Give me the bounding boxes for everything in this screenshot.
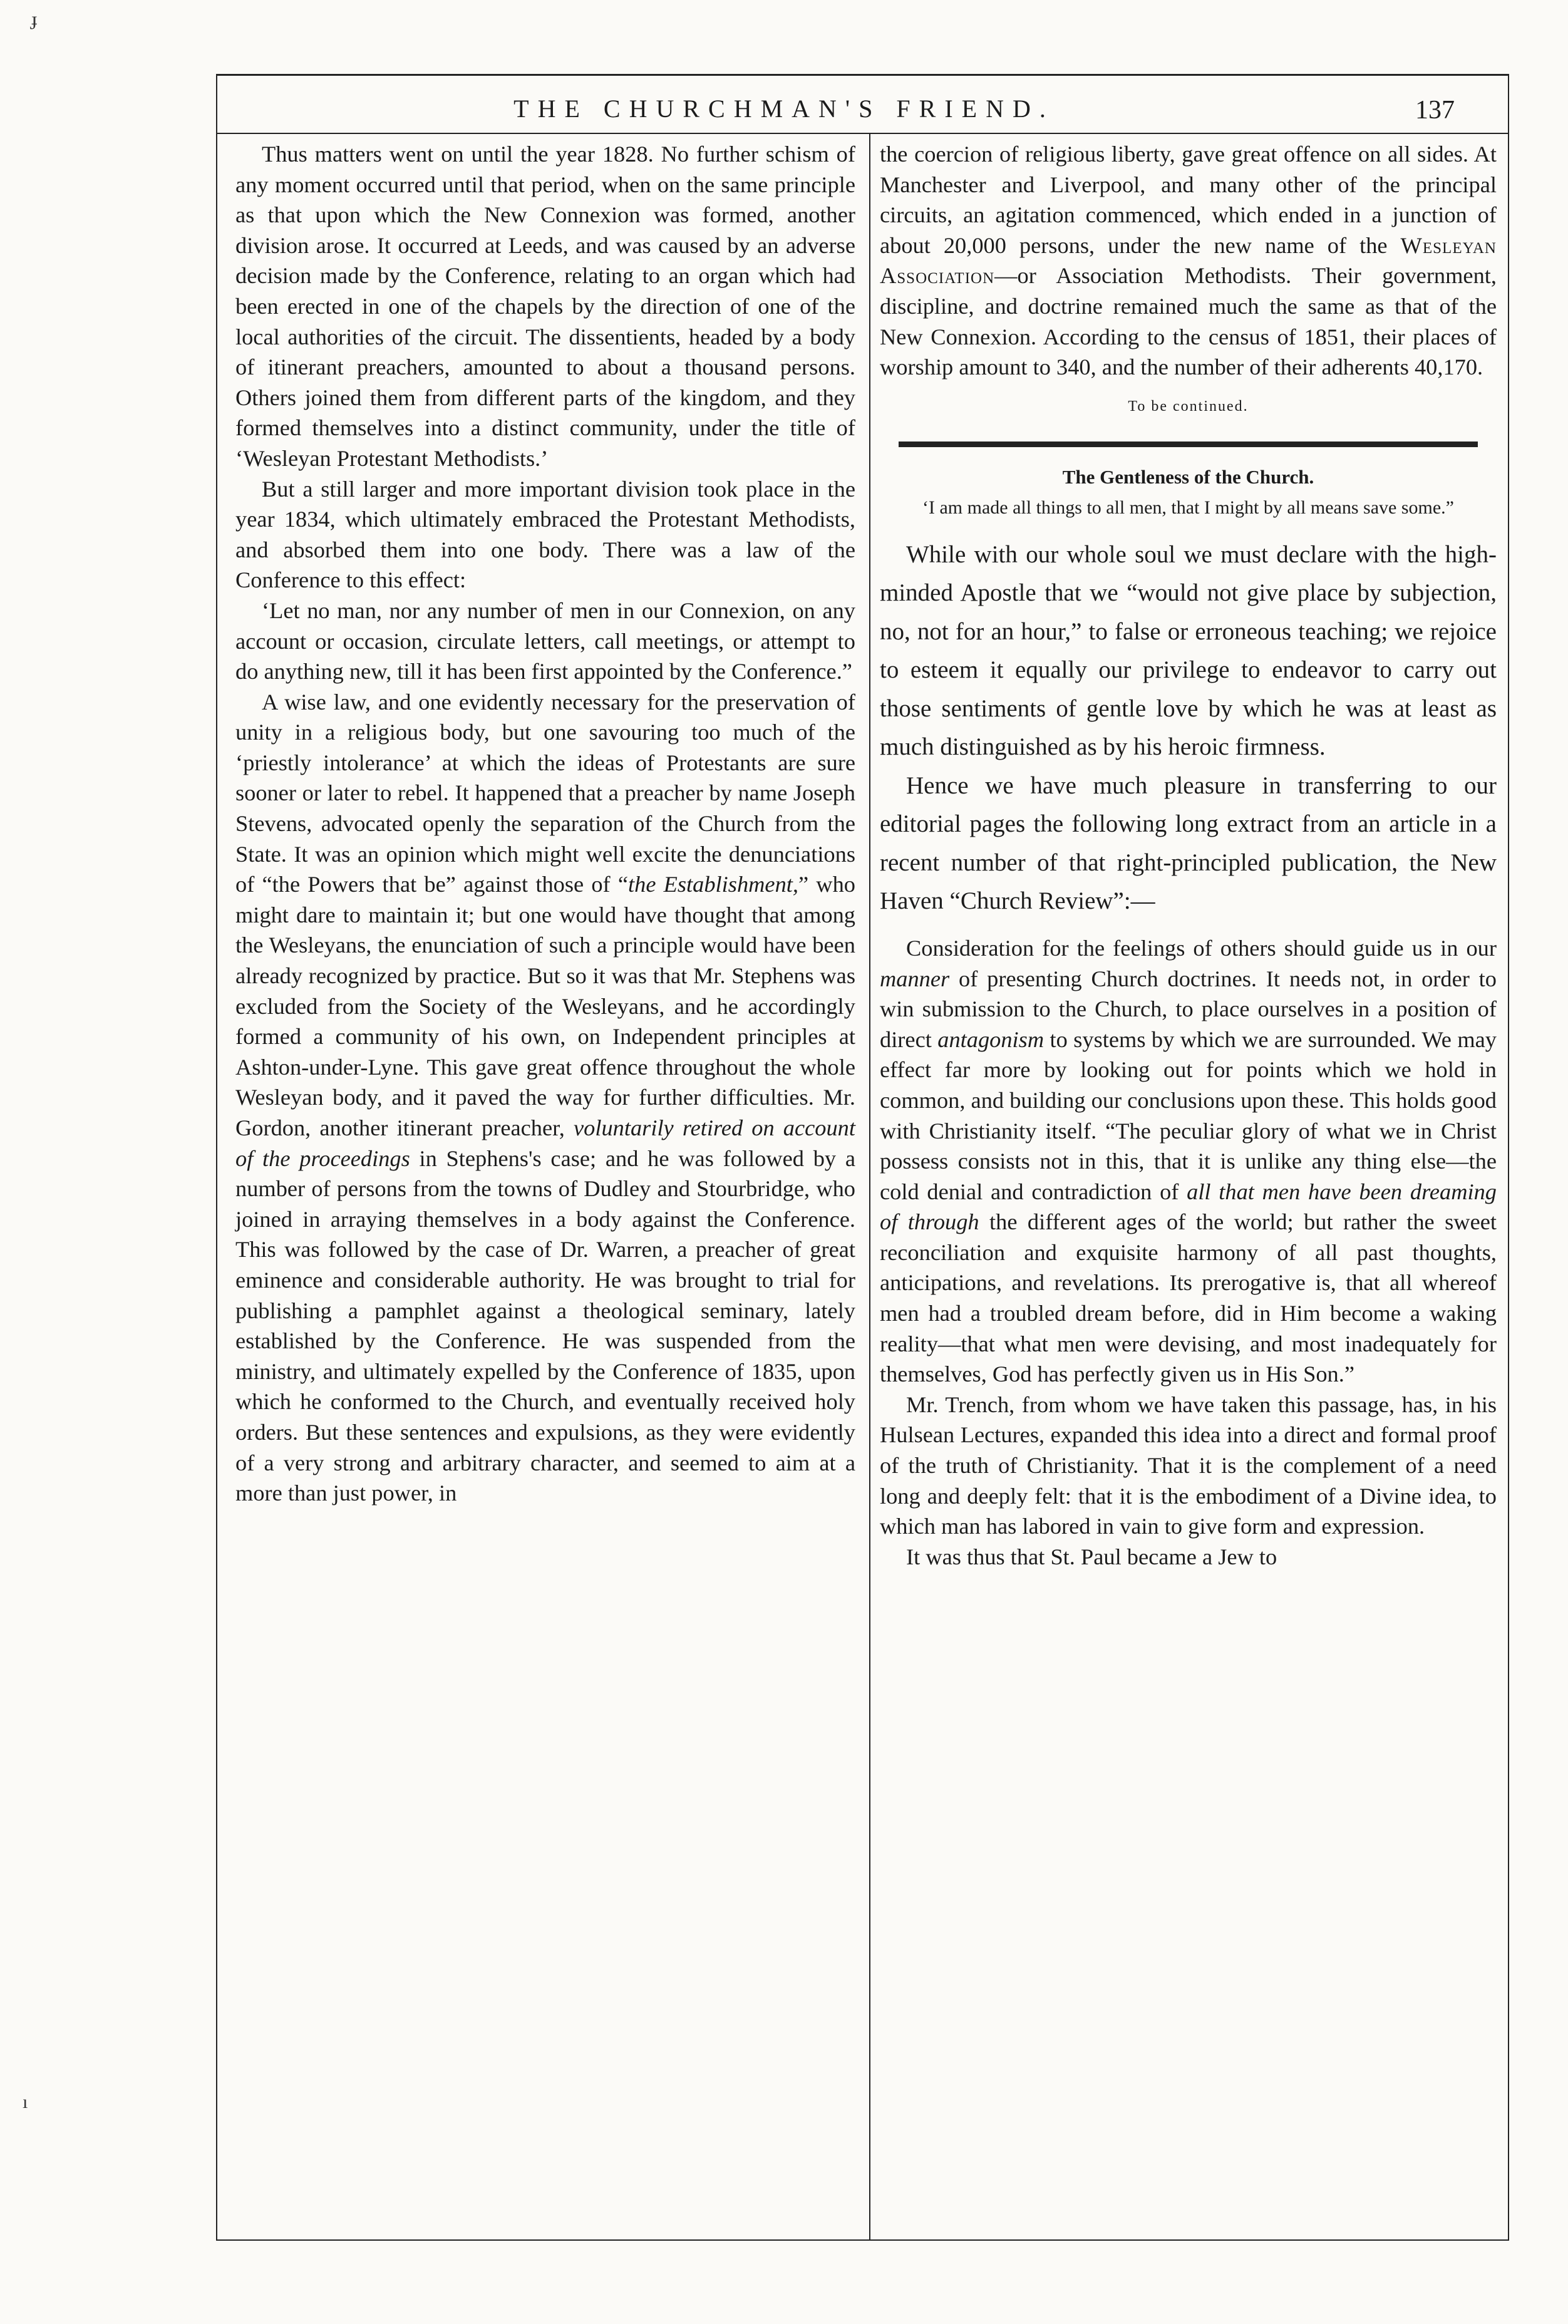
section-title: The Gentleness of the Church. bbox=[1062, 466, 1314, 488]
epigraph: ‘I am made all things to all men, that I might by all means save some.” bbox=[922, 497, 1454, 518]
text-run: A wise law, and one evidently necessary for the preservation of unity in a religious body, but one savouring too much of the ‘priestly intolerance’ at which the ideas of Protestants are sure sooner or later to rebel. It happened that a preacher by name Joseph Stevens, advocated openly the separation of the Church from the State. It was an opinion which might well excite the denunciations of “the Powers that be” against those of “ bbox=[235, 689, 855, 897]
text-run: the different ages of the world; but rather the sweet reconciliation and exquisite harmony of all past thoughts, anticipations, and revelations. Its prerogative is, that all whereof men had a troubled dream before, did in Him become a waking reality—that what men were devising, and most inadequately for themselves, God has perfectly given us in His Son.” bbox=[880, 1209, 1497, 1387]
italic-run: voluntarily retired on account of the proceedings bbox=[235, 1115, 855, 1171]
italic-run: antagonism bbox=[937, 1026, 1044, 1052]
paragraph bbox=[880, 139, 1497, 383]
left-column bbox=[235, 139, 855, 1509]
section-separator bbox=[899, 442, 1478, 447]
paragraph: It was thus that St. Paul became a Jew to bbox=[906, 1544, 1277, 1569]
small-caps-run: Wesleyan Association bbox=[880, 232, 1497, 289]
text-run: Consideration for the feelings of others should guide us in our bbox=[906, 935, 1497, 961]
text-run: of presenting Church doctrines. It needs not, in order to win submission to the Church, to place ourselves in a position of direct bbox=[880, 966, 1497, 1052]
header-top-rule bbox=[216, 74, 1509, 76]
left-margin-rule bbox=[216, 74, 217, 2241]
text-run: the coercion of religious liberty, gave great offence on all sides. At Manchester and Liverpool, and many other of the principal circuits, an agitation commenced, which ended in a junction of about 20,000 persons, under the new name of the bbox=[880, 142, 1497, 258]
right-margin-rule bbox=[1508, 74, 1509, 2241]
text-run: ” who might dare to maintain it; but one would have thought that among the Wesleyans, the enunciation of such a principle would have been already recognized by practice. But so it was that Mr. Stephens was excluded from the Society of the Wesleyans, and he accordingly formed a community of his own, on Independent principles at Ashton-under-Lyne. This gave great offence throughout the whole Wesleyan body, and it paved the way for further difficulties. Mr. Gordon, another itinerant preacher, bbox=[235, 872, 855, 1140]
italic-run: manner bbox=[880, 966, 950, 991]
italic-run: all that men have been dreaming of through bbox=[880, 1179, 1497, 1235]
page-number: 137 bbox=[1415, 96, 1455, 125]
paragraph bbox=[235, 687, 855, 1509]
header-bottom-rule bbox=[216, 133, 1509, 134]
paragraph bbox=[880, 933, 1497, 1390]
paragraph: Mr. Trench, from whom we have taken this passage, has, in his Hulsean Lectures, expanded this idea into a direct and formal proof of the truth of Christianity. That it is the complement of a need long and deeply felt: that it is the embodiment of a Divine idea, to which man has labored in vain to give form and expression. bbox=[880, 1392, 1497, 1539]
text-run: in Stephens's case; and he was followed by a number of persons from the towns of Dudley and Stourbridge, who joined in arraying themselves in a body against the Conference. This was followed by the case of Dr. Warren, a preacher of great eminence and considerable authority. He was brought to trial for publishing a pamphlet against a theological seminary, lately established by the Conference. He was suspended from the ministry, and ultimately expelled by the Conference of 1835, upon which he conformed to the Church, and eventually received holy orders. But these sentences and expulsions, as they were evidently of a very strong and arbitrary character, and seemed to aim at a more than just power, in bbox=[235, 1145, 855, 1506]
column-divider-rule bbox=[869, 134, 870, 2239]
running-header-title: THE CHURCHMAN'S FRIEND. bbox=[513, 95, 1055, 123]
print-mark: ɟ bbox=[31, 9, 38, 29]
text-run: —or Association Methodists. Their government, discipline, and doctrine remained much the same as that of the New Connexion. According to the census of 1851, their places of worship amount to 340, and the number of their adherents 40,170. bbox=[880, 263, 1497, 380]
italic-run: the Establishment, bbox=[628, 872, 798, 897]
right-column bbox=[880, 139, 1497, 1572]
text-run: to systems by which we are surrounded. We may effect far more by looking out for points which we hold in common, and building our conclusions upon these. This holds good with Christianity itself. “The peculiar glory of what we in Christ possess consists not in this, that it is unlike any thing else—the cold denial and contradiction of bbox=[880, 1026, 1497, 1204]
print-mark: ı bbox=[23, 2092, 28, 2112]
continued-note: To be continued. bbox=[1128, 398, 1249, 415]
paragraph: Thus matters went on until the year 1828. No further schism of any moment occurred until that period, when on the same principle as that upon which the New Connexion was formed, another division arose. It occurred at Leeds, and was caused by an adverse decision made by the Conference, relating to an organ which had been erected in one of the chapels by the direction of one of the local authorities of the circuit. The dissentients, headed by a body of itinerant preachers, amounted to about a thousand persons. Others joined them from different parts of the kingdom, and they formed themselves into a distinct community, under the title of ‘Wesleyan Protestant Methodists.’ bbox=[235, 142, 855, 471]
paragraph: While with our whole soul we must declare with the high-minded Apostle that we “would not give place by subjection, no, not for an hour,” to false or erroneous teaching; we rejoice to esteem it equally our privilege to endeavor to carry out those sentiments of gentle love by which he was at least as much distinguished as by his heroic firmness. bbox=[880, 540, 1497, 761]
paragraph: But a still larger and more important division took place in the year 1834, which ultimately embraced the Protestant Methodists, and absorbed them into one body. There was a law of the Conference to this effect: bbox=[235, 476, 855, 593]
quotation: ‘Let no man, nor any number of men in our Connexion, on any account or occasion, circulate letters, call meetings, or attempt to do anything new, till it has been first appointed by the Conference.” bbox=[235, 597, 855, 684]
paragraph: Hence we have much pleasure in transferring to our editorial pages the following long extract from an article in a recent number of that right-principled publication, the New Haven “Church Review”:— bbox=[880, 772, 1497, 915]
footer-rule bbox=[216, 2239, 1509, 2241]
